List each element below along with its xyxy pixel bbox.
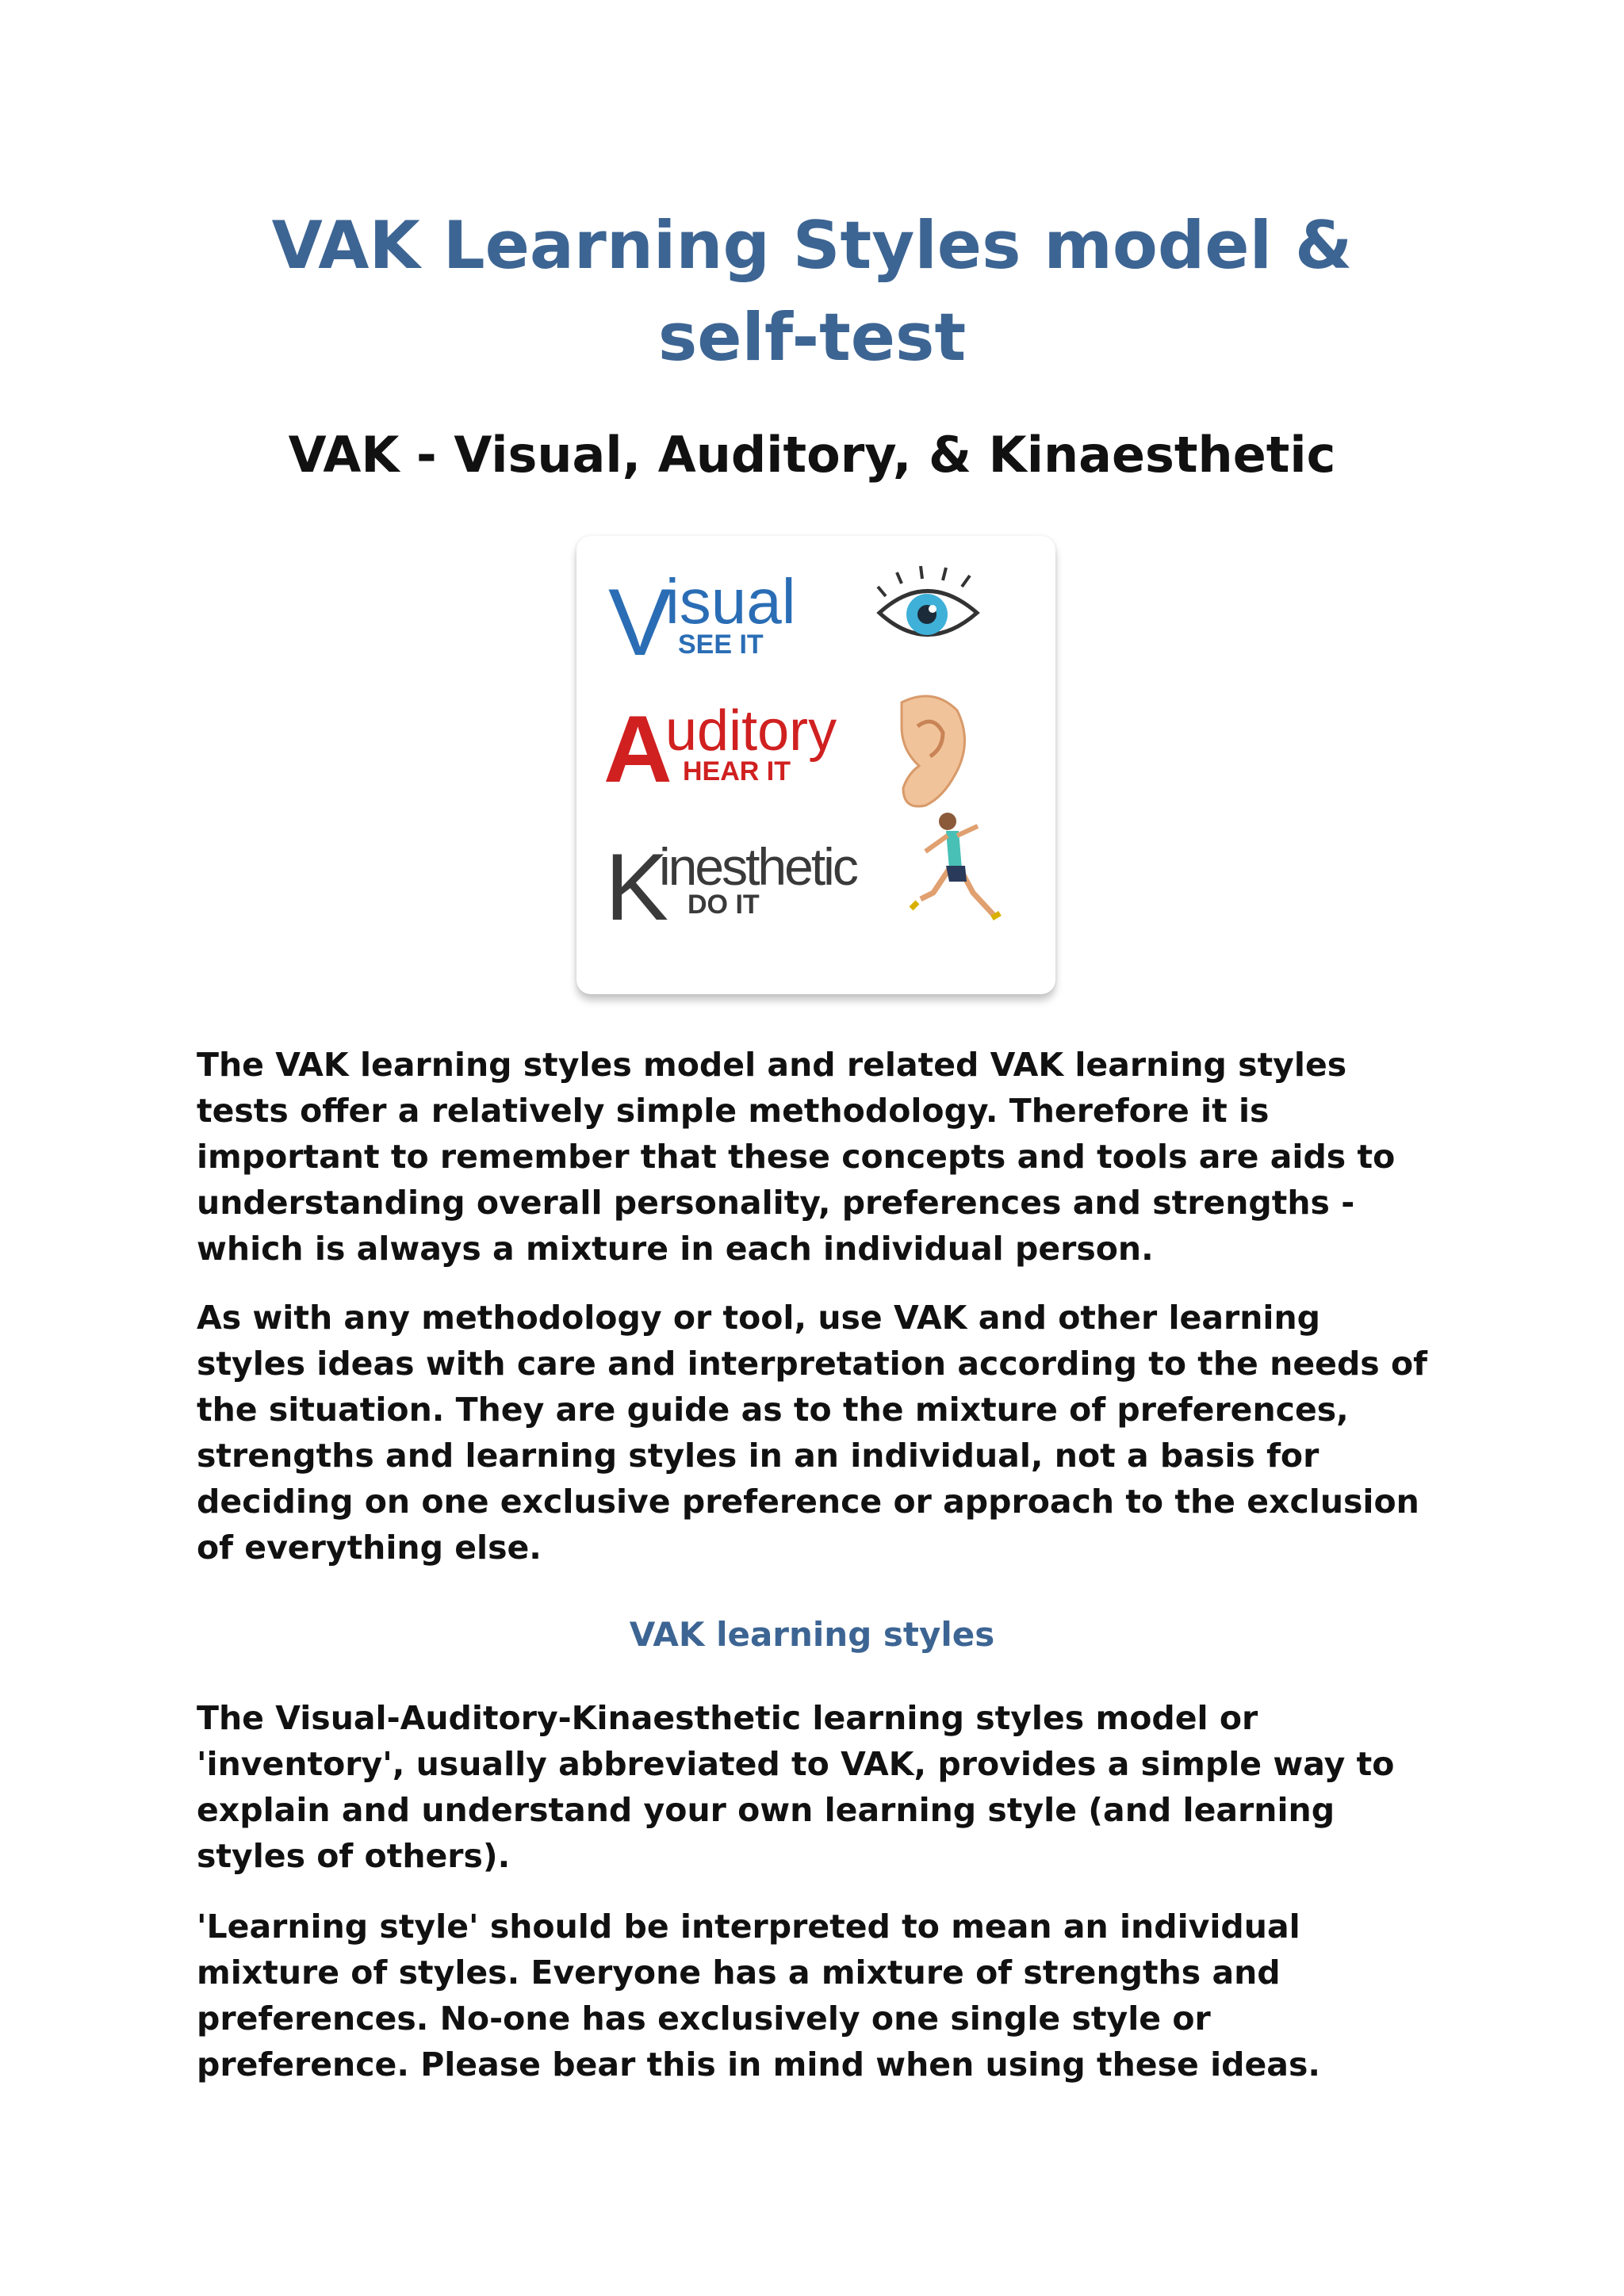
visual-caption: SEE IT	[678, 629, 764, 660]
kinesthetic-initial: K	[605, 834, 669, 940]
vak-illustration	[576, 536, 1055, 994]
auditory-word: uditory	[665, 699, 837, 763]
kinesthetic-caption: DO IT	[688, 890, 760, 920]
auditory-caption: HEAR IT	[683, 756, 791, 786]
ear-icon	[902, 696, 965, 806]
body-paragraph-1: The Visual-Auditory-Kinaesthetic learning styles model or 'inventory', usually abbreviated to VAK, provides a simple way to explain and understand your own learning style (and learning styles of others).	[197, 1699, 1395, 1875]
kinesthetic-row	[605, 813, 1000, 940]
auditory-initial: A	[603, 696, 672, 802]
eye-icon	[878, 566, 977, 635]
page-subtitle: VAK - Visual, Auditory, & Kinaesthetic	[288, 426, 1336, 484]
body-paragraph-2: 'Learning style' should be interpreted to mean an individual mixture of styles. Everyone has a mixture of strengths and preferences. No-one has exclusively one single style or preference. Please bear this in mind when using these ideas.	[197, 1908, 1320, 2084]
intro-paragraph-2: As with any methodology or tool, use VAK and other learning styles ideas with care and interpretation according to the needs of the situation. They are guide as to the mixture of preferences, strengths and learning styles in an individual, not a basis for deciding on one exclusive preference or approach to the exclusion of everything else.	[197, 1299, 1427, 1567]
kinesthetic-word: inesthetic	[659, 837, 856, 896]
visual-row	[608, 566, 977, 675]
page-title: VAK Learning Styles model & self-test	[271, 207, 1353, 376]
runner-icon	[911, 813, 1000, 918]
section-heading: VAK learning styles	[629, 1615, 995, 1654]
auditory-row	[603, 696, 965, 806]
visual-word: isual	[665, 566, 796, 637]
intro-paragraph-1: The VAK learning styles model and related VAK learning styles tests offer a relatively simple methodology. Therefore it is important to remember that these concepts and tools are aids to understanding overall personality, preferences and strengths - which is always a mixture in each individual person.	[197, 1046, 1396, 1268]
visual-initial: V	[608, 569, 672, 675]
